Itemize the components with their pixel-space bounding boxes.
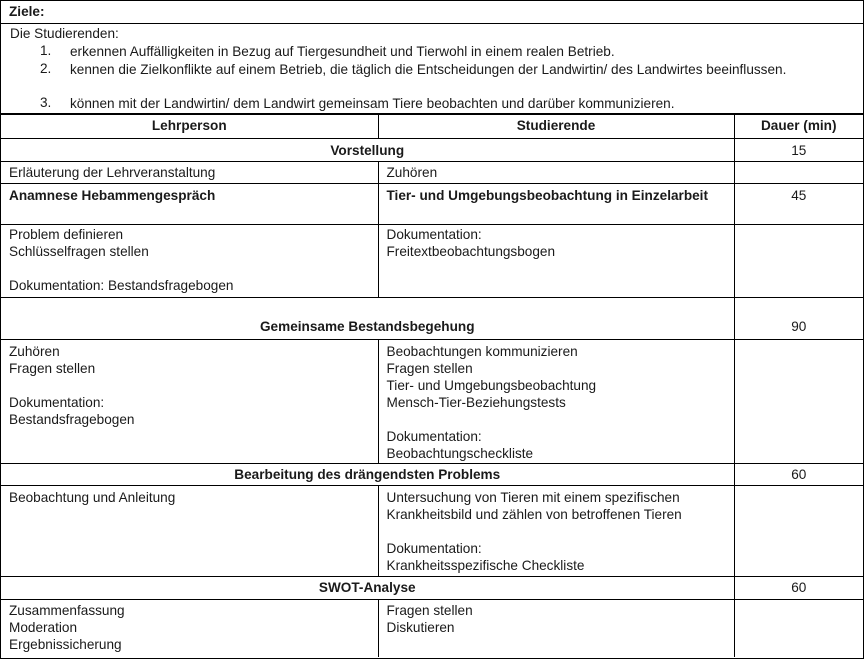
lehr-cell — [1, 340, 378, 464]
lehr-cell — [1, 225, 378, 298]
cell-line: Krankheitsspezifische Checkliste — [386, 558, 585, 573]
section-row-problem — [1, 464, 863, 486]
lehr-cell — [1, 600, 378, 657]
goals-section — [1, 1, 863, 114]
cell-line: Fragen stellen — [386, 603, 473, 618]
cell-line: Krankheitsbild und zählen von betroffenen Tieren — [386, 507, 682, 522]
cell-line: Dokumentation: Bestandsfragebogen — [9, 278, 234, 293]
cell-line: Diskutieren — [386, 620, 455, 635]
cell-line — [9, 260, 370, 277]
goal-number: 1. — [40, 43, 52, 58]
section-row-vorstellung — [1, 139, 863, 162]
cell-line: Beobachtungen kommunizieren — [386, 344, 578, 359]
cell-line: Dokumentation: — [386, 227, 482, 242]
goal-text: erkennen Auffälligkeiten in Bezug auf Tiergesundheit und Tierwohl in einem realen Betrieb. — [70, 44, 615, 59]
stud-cell — [378, 600, 734, 657]
cell-line: Moderation — [9, 620, 78, 635]
cell-line: Beobachtungscheckliste — [386, 446, 534, 461]
stud-cell — [378, 486, 734, 577]
table-row — [1, 225, 863, 298]
duration-cell: 60 — [734, 577, 863, 600]
section-label: Gemeinsame Bestandsbegehung — [1, 298, 734, 340]
cell-line — [387, 411, 726, 428]
goal-text: kennen die Zielkonflikte auf einem Betrieb, die täglich die Entscheidungen der Landwirtin/ des Landwirtes beeinflussen. — [70, 62, 787, 77]
table-header-row — [1, 115, 863, 139]
cell-line: Freitextbeobachtungsbogen — [386, 244, 556, 259]
cell-line: Fragen stellen — [9, 361, 96, 376]
cell-line: Bestandsfragebogen — [9, 412, 135, 427]
stud-cell — [378, 225, 734, 298]
table-row — [1, 184, 863, 225]
duration-cell — [734, 340, 863, 464]
cell-line: Dokumentation: — [386, 541, 482, 556]
section-label: SWOT-Analyse — [1, 577, 734, 600]
cell-line: Zusammenfassung — [9, 603, 125, 618]
cell-line — [9, 377, 370, 394]
goals-title: Ziele: — [9, 4, 45, 19]
goal-number: 2. — [40, 61, 52, 76]
duration-cell — [734, 600, 863, 657]
header-studierende: Studierende — [378, 115, 734, 139]
goals-intro: Die Studierenden: — [10, 26, 119, 41]
lehr-cell — [1, 486, 378, 577]
header-lehrperson: Lehrperson — [1, 115, 378, 139]
duration-cell — [734, 162, 863, 184]
section-label: Bearbeitung des drängendsten Problems — [1, 464, 734, 486]
goals-divider — [1, 23, 863, 24]
goal-number: 3. — [40, 95, 52, 110]
stud-cell — [378, 340, 734, 464]
cell-line: Zuhören — [9, 344, 60, 359]
table-row — [1, 340, 863, 464]
duration-cell — [734, 225, 863, 298]
stud-cell: Tier- und Umgebungsbeobachtung in Einzelarbeit — [378, 184, 734, 225]
cell-line: Dokumentation: — [386, 429, 482, 444]
section-row-begehung — [1, 298, 863, 340]
cell-line: Mensch-Tier-Beziehungstests — [386, 395, 566, 410]
cell-line: Untersuchung von Tieren mit einem spezifischen — [386, 490, 680, 505]
duration-cell — [734, 486, 863, 577]
goal-text: können mit der Landwirtin/ dem Landwirt gemeinsam Tiere beobachten und darüber kommunizieren. — [70, 96, 675, 111]
lehr-cell: Erläuterung der Lehrveranstaltung — [1, 162, 378, 184]
duration-cell: 15 — [734, 139, 863, 162]
table-row — [1, 162, 863, 184]
cell-line — [387, 523, 726, 540]
stud-cell: Zuhören — [378, 162, 734, 184]
duration-cell: 90 — [734, 298, 863, 340]
cell-line: Dokumentation: — [9, 395, 105, 410]
cell-line: Tier- und Umgebungsbeobachtung — [386, 378, 597, 393]
schedule-table — [1, 114, 863, 657]
cell-line: Schlüsselfragen stellen — [9, 244, 149, 259]
cell-line: Ergebnissicherung — [9, 637, 122, 652]
cell-line: Beobachtung und Anleitung — [9, 490, 176, 505]
table-row — [1, 600, 863, 657]
cell-line: Fragen stellen — [386, 361, 473, 376]
table-row — [1, 486, 863, 577]
section-label: Vorstellung — [1, 139, 734, 162]
cell-line: Problem definieren — [9, 227, 124, 242]
lehr-cell: Anamnese Hebammengespräch — [1, 184, 378, 225]
duration-cell: 45 — [734, 184, 863, 225]
duration-cell: 60 — [734, 464, 863, 486]
header-dauer: Dauer (min) — [734, 115, 863, 139]
section-row-swot — [1, 577, 863, 600]
